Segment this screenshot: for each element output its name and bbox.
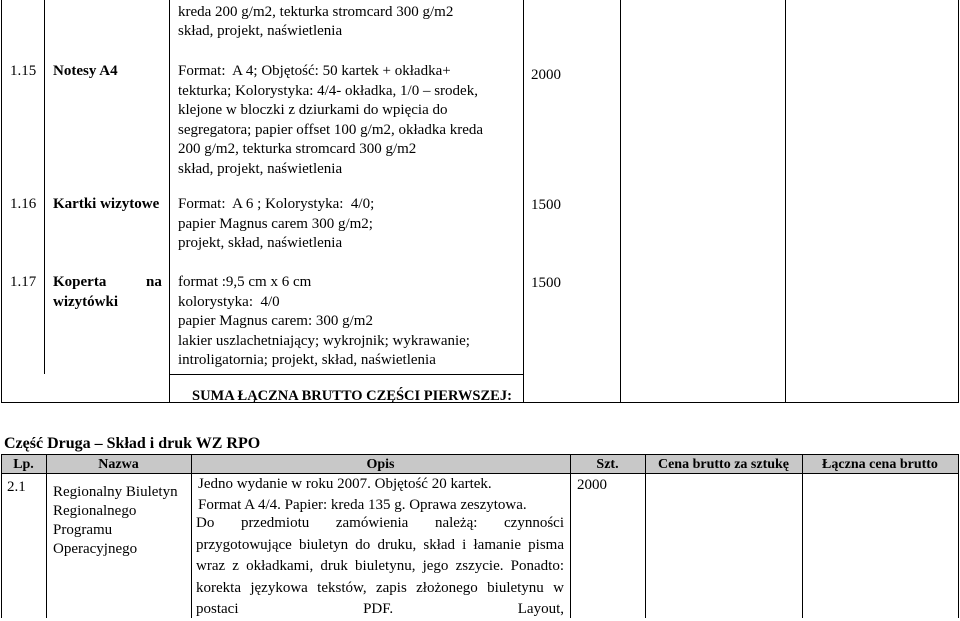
row-117-lp: 1.17 [10, 274, 37, 290]
row-115-desc-line: Format: A 4; Objętość: 50 kartek + okładka+ [178, 63, 451, 79]
grid-line [570, 454, 571, 618]
row-21-name-line: Regionalnego [53, 503, 137, 519]
row-117-qty: 1500 [531, 275, 561, 291]
row-21-desc-line: Format A 4/4. Papier: kreda 135 g. Oprawa zeszytowa. [198, 497, 527, 513]
row-21-name-line: Programu [53, 522, 113, 538]
row-116-desc-line: papier Magnus carem 300 g/m2; [178, 215, 373, 232]
column-header-quantity: Szt. [596, 457, 619, 472]
grid-line [170, 374, 523, 375]
grid-line [46, 454, 47, 618]
row-117-desc-line: lakier uszlachetniający; wykrojnik; wykrawanie; [178, 332, 470, 349]
row-116-lp: 1.16 [10, 196, 37, 212]
row-21-name-line: Regionalny Biuletyn [53, 484, 178, 500]
row-117-name: Koperta [53, 274, 107, 290]
grid-line [645, 454, 646, 618]
row-115-lp: 1.15 [10, 63, 37, 79]
column-header-unit-price: Cena brutto za sztukę [657, 457, 790, 472]
grid-line [958, 454, 959, 618]
sum-label: SUMA ŁĄCZNA BRUTTO CZĘŚCI PIERWSZEJ: [192, 388, 512, 404]
grid-line [169, 0, 170, 402]
part2-title: Część Druga – Skład i druk WZ RPO [4, 435, 261, 452]
grid-line [1, 0, 2, 402]
row-117-desc-line: kolorystyka: 4/0 [178, 293, 280, 310]
row-prev-desc-line: kreda 200 g/m2, tekturka stromcard 300 g/m2 [178, 4, 454, 20]
row-prev-desc-line: skład, projekt, naświetlenia [178, 23, 343, 39]
grid-line [191, 454, 192, 618]
row-21-desc-paragraph: Do przedmiotu zamówienia należą: czynności przygotowujące biuletyn do druku, skład i łamanie pisma wraz z okładkami, druk biuletynu, jego zszycie. Ponadto: korekta językowa tekstów, zapis złożonego biuletynu w postaci PDF. Layout, [196, 515, 564, 617]
row-117-desc-line: introligatornia; projekt, skład, naświetlenia [178, 352, 436, 368]
row-115-desc-line: tekturka; Kolorystyka: 4/4- okładka, 1/0 – srodek, [178, 82, 478, 99]
grid-line [958, 0, 959, 402]
row-117-name: na [146, 274, 162, 290]
row-117-desc-line: papier Magnus carem: 300 g/m2 [178, 313, 373, 329]
row-115-name: Notesy A4 [53, 63, 118, 79]
row-115-qty: 2000 [531, 67, 561, 83]
row-115-desc-line: 200 g/m2, tekturka stromcard 300 g/m2 [178, 141, 417, 157]
row-21-qty: 2000 [577, 477, 607, 493]
grid-line [1, 454, 959, 455]
row-116-name: Kartki wizytowe [53, 196, 160, 212]
grid-line [1, 454, 2, 618]
row-21-name-line: Operacyjnego [53, 541, 138, 557]
grid-line [785, 0, 786, 402]
row-117-name: wizytówki [53, 293, 118, 310]
row-115-desc-line: segregatora; papier offset 100 g/m2, okładka kreda [178, 121, 484, 138]
row-116-desc-line: projekt, skład, naświetlenia [178, 235, 343, 251]
row-115-desc-line: klejone w bloczki z dziurkami do wpięcia do [178, 102, 448, 118]
column-header-lp: Lp. [13, 457, 34, 472]
grid-line [1, 473, 959, 474]
grid-line [802, 454, 803, 618]
row-21-lp: 2.1 [7, 479, 26, 495]
row-116-desc-line: Format: A 6 ; Kolorystyka: 4/0; [178, 196, 375, 212]
row-117-desc-line: format :9,5 cm x 6 cm [178, 274, 312, 290]
grid-line [620, 0, 621, 402]
column-header-name: Nazwa [98, 457, 139, 472]
row-116-qty: 1500 [531, 197, 561, 213]
row-115-desc-line: skład, projekt, naświetlenia [178, 160, 343, 177]
row-21-desc-line: Jedno wydanie w roku 2007. Objętość 20 kartek. [198, 476, 492, 492]
column-header-total-price: Łączna cena brutto [822, 457, 938, 472]
column-header-description: Opis [366, 457, 395, 472]
grid-line [523, 0, 524, 402]
grid-line [44, 0, 45, 374]
